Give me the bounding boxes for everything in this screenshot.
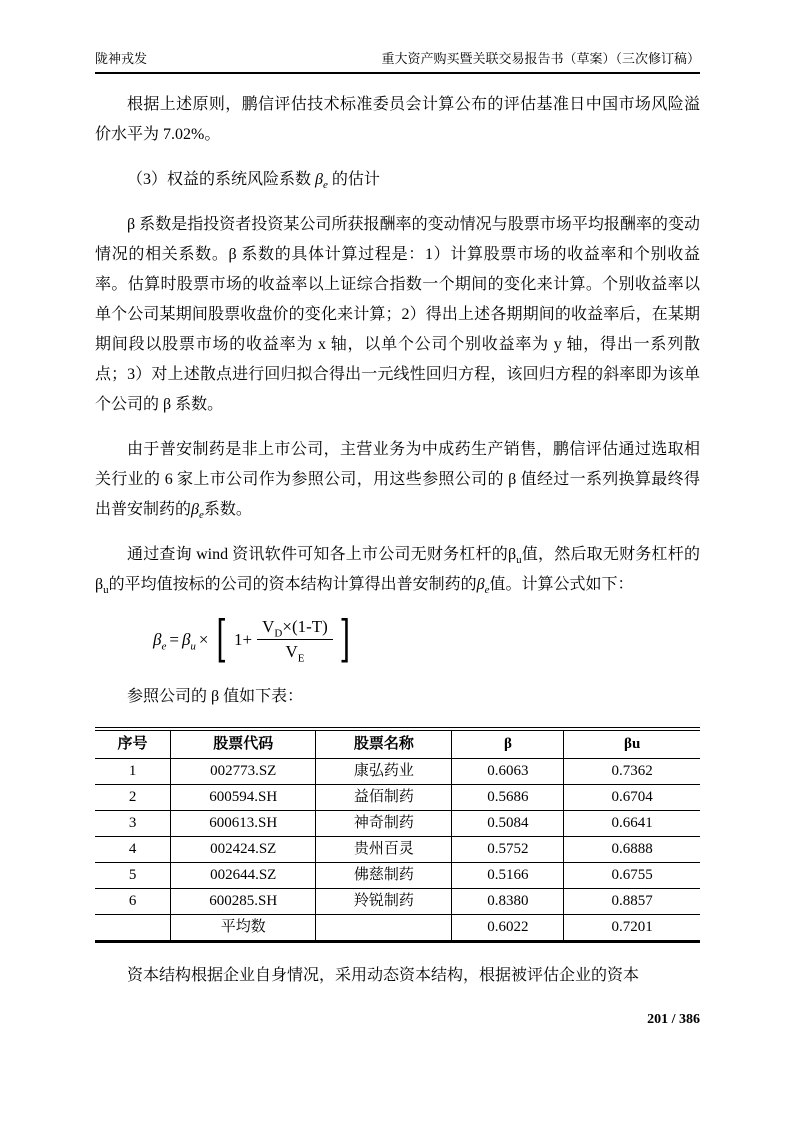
table-cell: 0.5084 <box>452 810 564 836</box>
page-number: 201 / 386 <box>647 1012 700 1027</box>
beta-u-symbol: $\beta_u$ <box>507 546 522 567</box>
table-row <box>95 758 700 784</box>
p3-text-1: 由于普安制药是非上市公司，主营业务为中成药生产销售，鹏信评估通过选取相关行业的 6 家上市公司作为参照公司，用这些参照公司的 β 值经过一系列换算最终得出普安制药的 <box>95 441 700 518</box>
table-cell: 益佰制药 <box>316 784 452 810</box>
table-cell: 0.6755 <box>564 862 700 888</box>
table-cell: 羚锐制药 <box>316 888 452 914</box>
p3-text-2: 系数。 <box>203 501 252 518</box>
beta-e-symbol: $\beta_e$ <box>315 171 328 192</box>
table-cell: 0.5166 <box>452 862 564 888</box>
beta-table-body <box>95 758 700 941</box>
table-cell: 0.8857 <box>564 888 700 914</box>
table-header-cell: β <box>452 729 564 759</box>
paragraph-beta-definition: β 系数是指投资者投资某公司所获报酬率的变动情况与股票市场平均报酬率的变动情况的相关系数。β 系数的具体计算过程是：1）计算股票市场的收益率和个别收益率。估算时股票市场的收益率以上证综合指数一个期间的变化来计算。个别收益率以单个公司某期间股票收盘价的变化来计算；2）得出上述各期期间的收益率后，在某期期间段以股票市场的收益率为 x 轴，以单个公司个别收益率为 y 轴，得出一系列散点；3）对上述散点进行回归拟合得出一元线性回归方程，该回归方程的斜率即为该单个公司的 β 系数。 <box>95 216 700 413</box>
table-header-cell: 股票名称 <box>316 729 452 759</box>
equals-sign: = <box>169 629 179 649</box>
table-cell: 0.5752 <box>452 836 564 862</box>
table-cell: 佛慈制药 <box>316 862 452 888</box>
table-cell: 1 <box>95 758 171 784</box>
header-report-title: 重大资产购买暨关联交易报告书（草案）（三次修订稿） <box>381 51 700 66</box>
table-cell: 0.7201 <box>611 919 653 935</box>
beta-comparison-table <box>95 727 700 943</box>
p4-text-1: 通过查询 wind 资讯软件可知各上市公司无财务杠杆的 <box>127 546 508 563</box>
table-cell: 0.8380 <box>452 888 564 914</box>
heading-text-pre: （3）权益的系统风险系数 <box>127 171 316 188</box>
fraction-numerator: $V_D\times(1-T)$ <box>257 617 333 640</box>
table-cell: 0.6022 <box>452 914 564 941</box>
formula-lhs: $\beta_e$ <box>153 629 167 652</box>
table-row <box>95 888 700 914</box>
beta-formula <box>153 610 700 668</box>
beta-e-symbol: $\beta_e$ <box>476 576 490 597</box>
close-bracket: ] <box>339 610 350 668</box>
table-cell: 600285.SH <box>171 888 316 914</box>
paragraph-risk-premium: 根据上述原则，鹏信评估技术标准委员会计算公布的评估基准日中国市场风险溢价水平为 7.02%。 <box>95 96 700 143</box>
table-cell: 002644.SZ <box>171 862 316 888</box>
table-row <box>95 810 700 836</box>
formula-rhs-beta: $\beta_u$ <box>181 629 196 652</box>
table-cell: 002424.SZ <box>171 836 316 862</box>
paragraph-peer-companies <box>95 435 700 525</box>
beta-u-symbol: $\beta_u$ <box>95 576 109 597</box>
table-row <box>95 862 700 888</box>
table-cell: 4 <box>95 836 171 862</box>
table-cell: 600594.SH <box>171 784 316 810</box>
page-header <box>95 48 700 74</box>
section-heading-beta-estimate <box>95 165 700 195</box>
p4-text-3: 的平均值按标的公司的资本结构计算得出普安制药的 <box>108 576 477 593</box>
table-header-cell: 序号 <box>95 729 171 759</box>
table-cell: 0.6641 <box>564 810 700 836</box>
table-cell: 0.7362 <box>564 758 700 784</box>
heading-text-post: 的估计 <box>327 171 380 188</box>
paragraph-table-intro: 参照公司的 β 值如下表： <box>127 687 304 705</box>
fraction-denominator: $V_E$ <box>285 642 305 665</box>
beta-e-symbol: $\beta_e$ <box>191 501 204 522</box>
table-header-cell: 股票代码 <box>171 729 316 759</box>
table-cell: 600613.SH <box>171 810 316 836</box>
table-cell: 5 <box>95 862 171 888</box>
table-header-cell: βu <box>564 729 700 759</box>
table-cell: 002773.SZ <box>171 758 316 784</box>
one-plus-term: 1+ <box>234 629 253 649</box>
table-row <box>95 914 700 941</box>
table-cell: 6 <box>95 888 171 914</box>
table-cell: 0.5686 <box>452 784 564 810</box>
page-footer <box>95 1012 700 1028</box>
p4-text-4: 值。计算公式如下： <box>489 576 634 593</box>
table-row <box>95 836 700 862</box>
table-header-row <box>95 729 700 759</box>
table-cell: 2 <box>95 784 171 810</box>
open-bracket: [ <box>215 610 227 668</box>
table-row <box>95 784 700 810</box>
table-cell: 0.6063 <box>452 758 564 784</box>
table-cell: 3 <box>95 810 171 836</box>
paragraph-wind-query <box>95 540 700 600</box>
table-cell: 平均数 <box>171 914 316 941</box>
table-cell: 0.6704 <box>564 784 700 810</box>
multiply-sign: × <box>198 629 209 649</box>
table-cell <box>95 914 171 941</box>
fraction <box>257 617 333 663</box>
table-cell: 康弘药业 <box>316 758 452 784</box>
table-cell: 0.6888 <box>564 836 700 862</box>
table-cell: 神奇制药 <box>316 810 452 836</box>
paragraph-capital-structure: 资本结构根据企业自身情况，采用动态资本结构，根据被评估企业的资本 <box>127 966 640 984</box>
document-body <box>95 90 700 1006</box>
header-company-name: 陇神戎发 <box>95 51 148 66</box>
table-cell <box>316 914 452 941</box>
table-cell: 贵州百灵 <box>316 836 452 862</box>
p4-text-2: 值，然后取无财务杠杆的 <box>521 546 700 563</box>
